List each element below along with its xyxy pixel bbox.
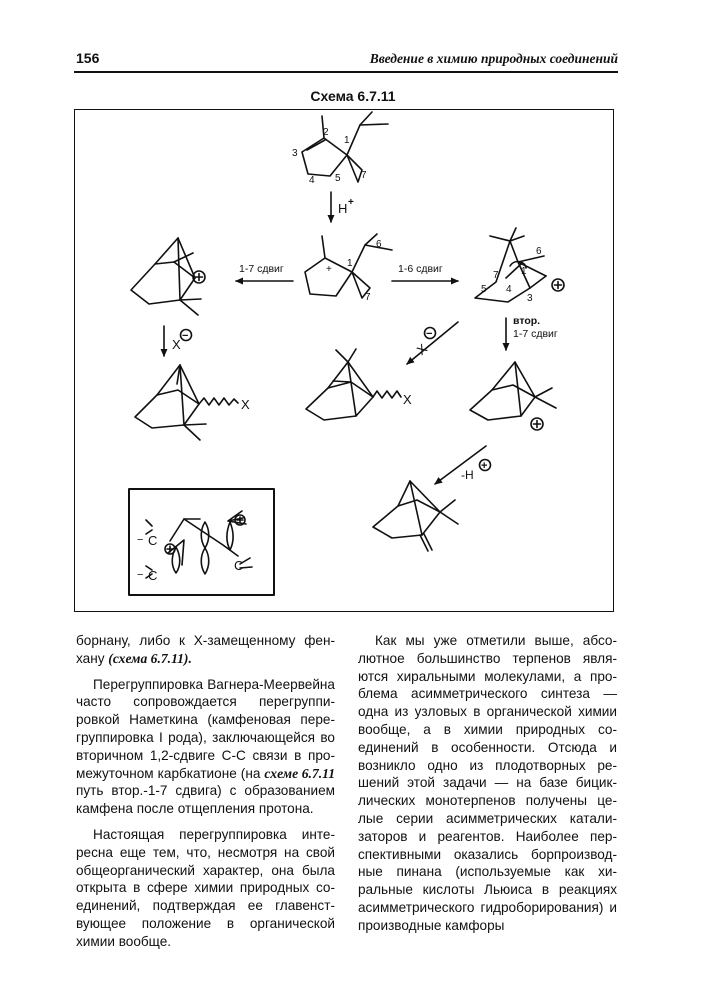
x-fenchane-substituent: X (403, 392, 412, 407)
num-1-right: 1 (521, 266, 527, 277)
left-p1-scheme-ref: (схема 6.7.11). (108, 650, 192, 666)
camphene-molecule (373, 481, 458, 551)
x-fenchane-molecule (306, 349, 401, 420)
x-bornane-substituent: X (241, 397, 250, 412)
num-1-center: 1 (347, 258, 353, 269)
num-5-right: 5 (481, 284, 487, 295)
left-p2-text-a: Перегруппировка Вагнера-Меервейна часто сопровождается перегруппировкой Наметкина (камфеновая перегруппировка I рода), заключающейся во вторичном 1,2-сдвиге C-C связи в промежуточном карбкатионе (на (76, 676, 335, 781)
running-title: Введение в химию природных соединений (369, 51, 618, 66)
bornyl-nucleophile-label: X (172, 337, 181, 352)
deprotonation-label: -H (461, 468, 474, 482)
bornyl-cation-molecule (131, 238, 205, 315)
orbital-minus-2: − (137, 569, 144, 581)
left-paragraph-2 (76, 676, 335, 818)
num-3: 3 (292, 148, 298, 159)
orbital-carbon-1: C (148, 533, 158, 548)
fenchyl-minus: − (426, 328, 433, 340)
camphene-cation-molecule (470, 362, 556, 430)
shift-1-6-label: 1-6 сдвиг (398, 263, 443, 275)
num-7-center: 7 (365, 292, 371, 303)
num-7: 7 (361, 170, 367, 181)
alpha-pinene-molecule (302, 112, 388, 182)
num-3-right: 3 (527, 293, 533, 304)
orbital-carbon-2: C (148, 568, 158, 583)
left-p2-text-b: путь втор.-1-7 сдвига) с образованием камфена после отщепления протона. (76, 783, 335, 817)
pinyl-cation-molecule (475, 228, 564, 302)
h-plus-label: H (338, 201, 348, 216)
right-paragraph-1: Как мы уже отметили выше, абсолютное большинство терпенов являются хиральными молекулами, а проблема асимметрического синтеза — одна из узловых в органической химии вообще, а в химии природных соединений в особенности. Отсюда и возникло одно из плодотворных решений этой задачи — на базе бициклических монотерпенов получены целые серии асимметрических катализаторов и реагентов. Наиболее перспективными оказались борпроизводные пинана (используемые как хиральные кислоты Льюиса в реакциях асимметрического гидроборирования) и производные камфоры (358, 633, 617, 933)
left-p1-text: борнану, либо к X-замещенному фенхану (76, 633, 335, 666)
num-4: 4 (309, 175, 315, 186)
left-p2-scheme-ref: схеме 6.7.11 (264, 765, 335, 781)
left-column (76, 632, 335, 951)
h-plus-charge: + (348, 197, 354, 208)
num-6-right: 6 (536, 246, 542, 257)
shift-1-7-label: 1-7 сдвиг (239, 263, 284, 275)
secondary-shift-line2: 1-7 сдвиг (513, 328, 558, 340)
num-2: 2 (323, 127, 329, 138)
page-number: 156 (76, 50, 100, 66)
num-4-right: 4 (506, 284, 512, 295)
right-column (358, 632, 617, 935)
scheme-title: Схема 6.7.11 (310, 88, 396, 104)
x-bornane-molecule (135, 365, 238, 440)
num-5: 5 (335, 173, 341, 184)
deprotonation-plus: + (481, 460, 488, 472)
cation-plus: + (326, 264, 332, 275)
num-7-right: 7 (493, 270, 499, 281)
bornyl-minus: − (182, 330, 189, 342)
secondary-shift-line1: втор. (513, 315, 541, 327)
orbital-carbon-3: C (234, 558, 244, 573)
orbital-minus-1: − (137, 534, 144, 546)
fenchyl-nucleophile-label: X (413, 340, 431, 358)
left-paragraph-3: Настоящая перегруппировка интересна еще тем, что, несмотря на свой общеорганический характер, она была открыта в сфере химии природных соединений, подтверждая ее главенствующее положение в органической химии вообще. (76, 826, 335, 949)
num-1: 1 (344, 135, 350, 146)
num-6-center: 6 (376, 239, 382, 250)
left-paragraph-1 (76, 632, 335, 668)
